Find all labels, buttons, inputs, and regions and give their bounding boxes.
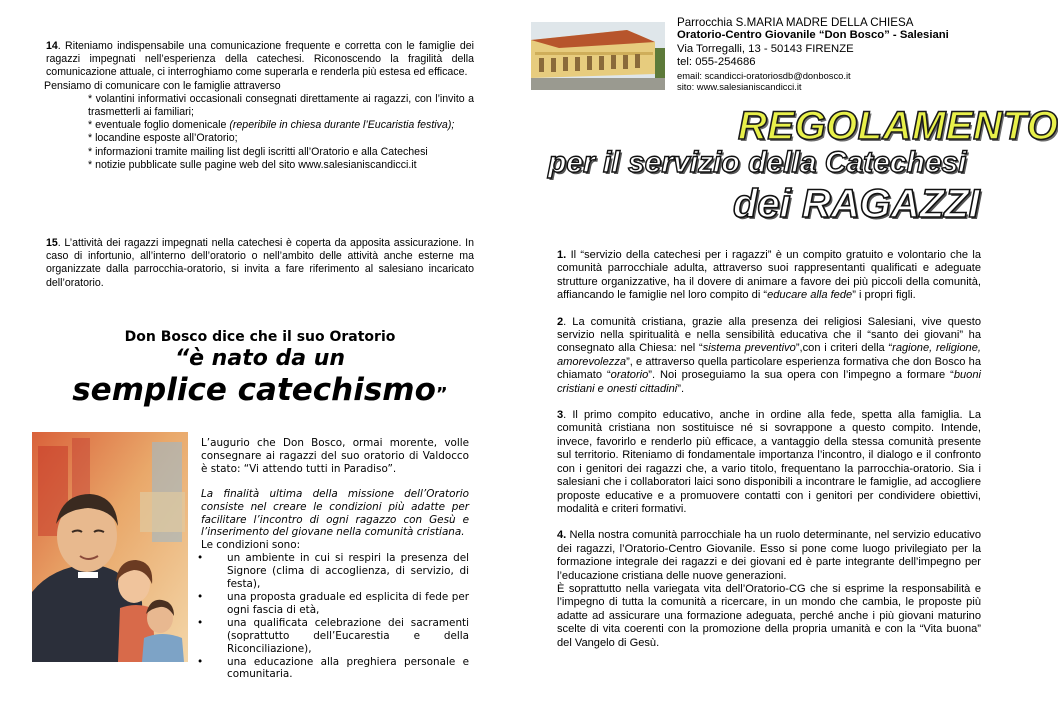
condition-item: • una educazione alla preghiera personale e comunitaria. bbox=[197, 655, 469, 681]
p14-item-1: * volantini informativi occasionali consegnati direttamente ai ragazzi, con l’invito a trasmetterli ai familiari; bbox=[88, 92, 474, 119]
quote-line-1: “è nato da un bbox=[174, 346, 346, 371]
quote-block: Don Bosco dice che il suo Oratorio “è nato da un semplice catechismo” bbox=[46, 328, 474, 413]
p15-number: 15 bbox=[46, 237, 58, 249]
paragraph-2: 2. La comunità cristiana, grazie alla presenza dei religiosi Salesiani, vive questo servizio nella spiritualità e nella sensibilità educativa che il “santo dei giovani” ha consegnato alla Chiesa: nel “sistema preventivo”,con i criteri della “ragione, religione, amorevolezza”, e attraverso quella particolare esperienza formativa che don Bosco ha chiamato “oratorio”. Noi proseguiamo la sua opera con l’impegno a formare “buoni cristiani e onesti cittadini”. bbox=[557, 315, 981, 395]
condizioni-label: Le condizioni sono: bbox=[201, 539, 301, 552]
p15-text: . L’attività dei ragazzi impegnati nella catechesi è coperta da apposita assicurazione. In caso di infortunio, all’interno dell’oratorio o nell’ambito delle attività anche esterne ma organizzate dalla parrocchia-oratorio, si invita a fare riferimento al salesiano incaricato dell’oratorio. bbox=[46, 237, 474, 289]
paragraph-15 bbox=[46, 237, 474, 290]
condition-item: • un ambiente in cui si respiri la presenza del Signore (clima di accoglienza, di servizio, di festa), bbox=[197, 552, 469, 591]
oratorio-name: Oratorio-Centro Giovanile “Don Bosco” - Salesiani bbox=[677, 29, 949, 42]
paragraph-3: 3. Il primo compito educativo, anche in ordine alla fede, spetta alla famiglia. La comunità cristiana non sostituisce né si sovrappone a questo compito. Intende, invece, favorirlo e renderlo più efficace, a vantaggio della stessa comunità presente sul territorio. Riteniamo di fondamentale importanza l’incontro, il dialogo e il confronto con i genitori dei ragazzi che, a vario titolo, frequentano la parrocchia-oratorio. Sia i salesiani che i collaboratori laici sono disponibili a incontrare le famiglie, ad accogliere proposte educative e a promuovere contatti con i genitori per condividere obiettivi, modalità e criteri formativi. bbox=[557, 409, 981, 515]
paragraph-4-more: È soprattutto nella variegata vita dell’Oratorio-CG che si esprime la responsabilità e l’impegno di tutta la comunità a ricercare, in un mondo che cambia, le proposte più adatte ad assicurare una formazione adeguata, perché anche i più giovani maturino scelte di vita coerenti con la promozione della propria umanità e con la “Vita buona” del Vangelo di Gesù. bbox=[557, 582, 981, 649]
condition-item: • una qualificata celebrazione dei sacramenti (soprattutto dell’Eucarestia e della Riconciliazione), bbox=[197, 616, 469, 655]
p14-number: 14 bbox=[46, 40, 58, 52]
quote-head: Don Bosco dice che il suo Oratorio bbox=[124, 329, 396, 345]
augurio-text: L’augurio che Don Bosco, ormai morente, volle consegnare ai ragazzi del suo oratorio di Valdocco è stato: “Vi attendo tutti in Paradiso”. bbox=[201, 437, 469, 475]
p14-item-4: * informazioni tramite mailing list degli iscritti all’Oratorio e alla Catechesi bbox=[88, 145, 428, 158]
p14-item-5: * notizie pubblicate sulle pagine web del sito www.salesianiscandicci.it bbox=[88, 158, 417, 171]
p14-lead: Pensiamo di comunicare con le famiglie attraverso bbox=[44, 79, 281, 92]
email: email: scandicci-oratoriosdb@donbosco.it bbox=[677, 69, 851, 81]
don-bosco-painting bbox=[32, 432, 188, 662]
title-regolamento: REGOLAMENTO bbox=[738, 104, 1058, 148]
parish-contacts bbox=[677, 16, 997, 93]
parish-name: Parrocchia S.MARIA MADRE DELLA CHIESA bbox=[677, 16, 914, 29]
finalita-text: La finalità ultima della missione dell’Oratorio consiste nel creare le condizioni più adatte per facilitare l’incontro di ogni ragazzo con Gesù e l’inserimento del giovane nella comunità cristiana. bbox=[201, 487, 469, 539]
church-building-photo bbox=[531, 22, 665, 90]
address: Via Torregalli, 13 - 50143 FIRENZE bbox=[677, 42, 854, 55]
condition-item: • una proposta graduale ed esplicita di fede per ogni fascia di età, bbox=[197, 590, 469, 616]
telephone: tel: 055-254686 bbox=[677, 56, 756, 69]
title-ragazzi: dei RAGAZZI bbox=[733, 182, 980, 226]
right-column bbox=[557, 249, 981, 650]
paragraph-1: 1. Il “servizio della catechesi per i ragazzi” è un compito gratuito e volontario che la comunità parrocchiale adulta, attraverso suoi rappresentanti qualificati e adeguate strutture organizzative, ha il dovere di animare a favore dei più piccoli della comunità, affiancando le famiglie nel loro compito di “educare alla fede” i propri figli. bbox=[557, 249, 981, 302]
quote-column bbox=[197, 437, 469, 681]
title-servizio: per il servizio della Catechesi bbox=[548, 146, 967, 179]
website: sito: www.salesianiscandicci.it bbox=[677, 81, 802, 93]
p14-text: . Riteniamo indispensabile una comunicazione frequente e corretta con le famiglie dei ragazzi impegnati nell’esperienza della catechesi. Riconoscendo la fragilità della comunicazione attuale, ci interroghiamo come superarla e renderla più estesa ed efficace. bbox=[46, 40, 474, 79]
paragraph-14 bbox=[46, 40, 474, 172]
quote-line-2: semplice catechismo bbox=[72, 372, 436, 408]
paragraph-4: 4. Nella nostra comunità parrocchiale ha un ruolo determinante, nel servizio educativo dei ragazzi, l’Oratorio-Centro Giovanile. Esso si pone come luogo privilegiato per la formazione integrale dei ragazzi e dei giovani ed è parte integrante dell’impegno per l’educazione cristiana delle nuove generazioni. bbox=[557, 529, 981, 582]
p14-item-3: * locandine esposte all’Oratorio; bbox=[88, 132, 238, 145]
p14-item-2: * eventuale foglio domenicale (reperibile in chiesa durante l’Eucaristia festiva); bbox=[88, 119, 455, 132]
